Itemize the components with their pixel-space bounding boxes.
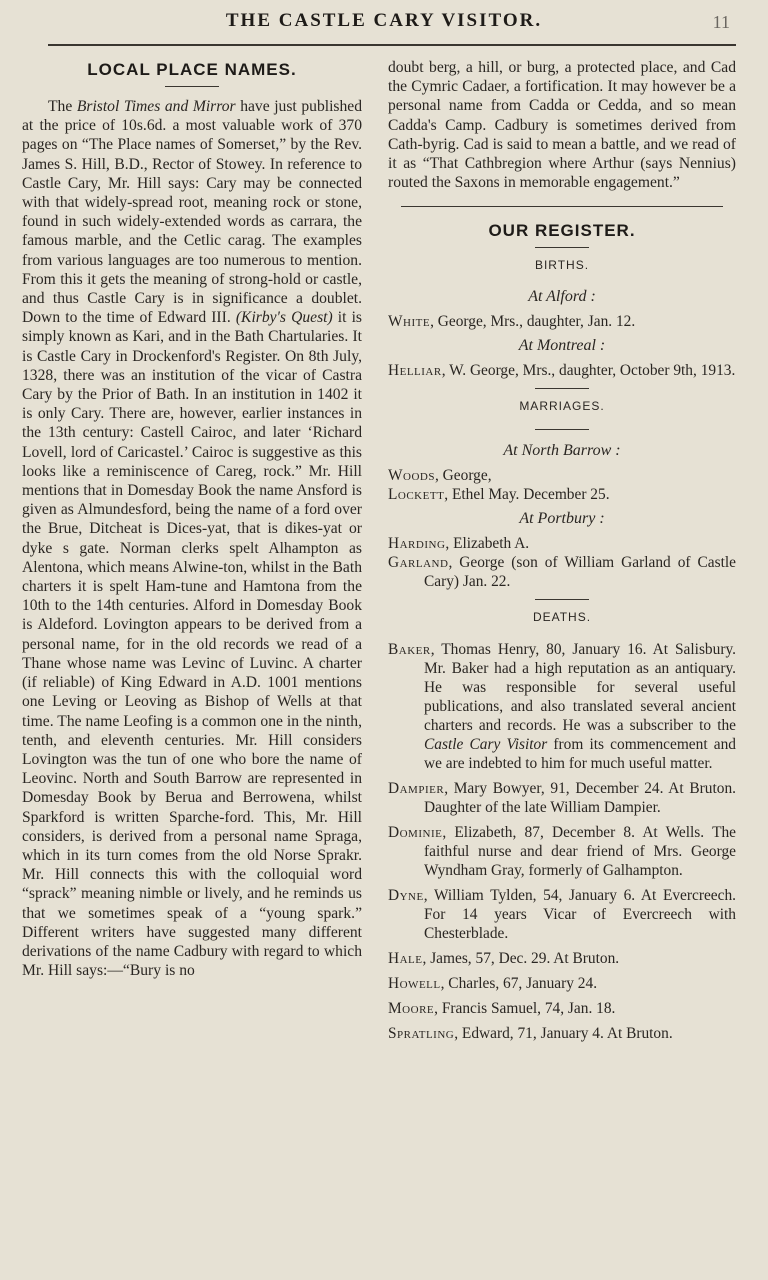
deaths-heading: DEATHS. — [532, 610, 592, 625]
entry-surname: Dyne — [388, 887, 424, 905]
death-entry — [388, 823, 736, 880]
death-entry — [388, 640, 736, 773]
title-rule — [165, 86, 219, 87]
entry-details: , Elizabeth A. — [445, 535, 530, 553]
entry-details: , Mary Bowyer, 91, December 24. At Bruton. Daughter of the late William Dampier. — [424, 780, 736, 817]
right-column — [388, 58, 736, 1049]
register-title: OUR REGISTER. — [488, 221, 636, 241]
page-number: 11 — [712, 12, 730, 32]
entry-details-continued: from its commencement and we are indebted to him for much useful matter. — [424, 736, 736, 773]
entry-details: , William Tylden, 54, January 6. At Evercreech. For 14 years Vicar of Evercreech with Chesterblade. — [423, 887, 736, 943]
death-entry — [388, 1024, 736, 1043]
entry-surname: Moore — [388, 1000, 435, 1018]
births-rule — [535, 388, 589, 389]
publication-name: Bristol Times and Mirror — [76, 98, 236, 115]
entry-details: , Charles, 67, January 24. — [440, 975, 598, 993]
entry-details: , W. George, Mrs., daughter, October 9th, 1913. — [441, 362, 736, 380]
death-entry — [388, 949, 736, 968]
marriages-section — [388, 399, 736, 600]
births-section — [388, 258, 736, 389]
entry-details: , Francis Samuel, 74, Jan. 18. — [434, 1000, 616, 1018]
marriage-entry — [388, 553, 736, 591]
entry-details: , James, 57, Dec. 29. At Bruton. — [422, 950, 620, 968]
entry-surname: Dominie — [388, 824, 443, 842]
article-text-part-2: it is simply known as Kari, and in the Bath Chartularies. It is Castle Cary in Drockenford's Register. On 8th July, 1328, there was an institution of the vicar of Castra Cary by the Prior of Bath. In an institution in 1402 it is only Cary. There are, however, earlier instances in the 13th century: Castell Cairoc, and later ‘Richard Lovell, lord of Caricastel.’ Cairoc is suggestive as this looks like a reminiscence of Careg, rock.” Mr. Hill mentions that in Domesday Book the name Ansford is given as Almundesford, being the name of a ford over the Brue, Ditcheat is Dices-yat, that is dikes-yat or dyke s gate. Norman clerks spelt Alhampton as Alentona, which means Alwine-ton, whilst in the Bath charters it is spelt Ham-tune and Hamtona from the 10th to the 14th centuries. Alford in Domesday Book is Aldeford. Lovington appears to be derived from a personal name, for in the old records we read of a Thane whose name was Levinc of Luvinc. A charter (if reliable) of King Edward in A.D. 1001 mentions one Leving or Leoving as Bishop of Wells at that time. The name Leofing is a common one in the ninth, tenth, and eleventh centuries. Mr. Hill considers Lovington was the tun of one who bore the name of Leovinc. North and South Barrow are represented in Domesday Book by Berua and Berrowena, whilst Sparkford is written Sparche-ford. This, Mr. Hill considers, is derived from a personal name Spraga, which in its turn comes from the old Norse Sprakr. Mr. Hill connects this with the colloquial word “sprack” meaning nimble or lively, and he reminds us that we sometimes speak of a “young spark.” Different writers have suggested many different derivations of the name Cadbury with regard to which Mr. Hill says:—“Bury is no — [22, 309, 362, 980]
deaths-section — [388, 610, 736, 1043]
marriages-heading: MARRIAGES. — [519, 399, 605, 414]
article-text-part-1: have just published at the price of 10s.6d. a most valuable work of 370 pages on “The Place names of Somerset,” by the Rev. James S. Hill, B.D., Rector of Stowey. In reference to Castle Cary, Mr. Hill says: Cary may be connected with that widely-spread root, meaning rock or stone, found in such widely-extended words as carrara, the famous marble, and the Cetlic carag. The examples from various languages are too numerous to mention. From this it gets the meaning of strong-hold or castle, and thus Castle Cary is in significance a doublet. Down to the time of Edward III. — [22, 98, 362, 327]
entry-surname: Howell — [388, 975, 441, 993]
article-continuation: doubt berg, a hill, or burg, a protected place, and Cad the Cymric Cadaer, a fortification. It may however be a personal name from Cadda or Cedda, and so mean Cadda's Camp. Cadbury is sometimes derived from Cath-byrig. Cad is said to mean a battle, and we read of it as “That Cathbregion where Arthur (says Nennius) routed the Saxons in memorable engagement.” — [388, 59, 736, 192]
entry-details: , George (son of William Garland of Castle Cary) Jan. 22. — [424, 554, 736, 591]
death-entry — [388, 974, 736, 993]
birth-place: At Montreal : — [518, 337, 606, 355]
entry-surname: Garland — [388, 554, 449, 572]
entry-surname: Woods — [388, 467, 435, 485]
running-head-title: THE CASTLE CARY VISITOR. — [225, 10, 543, 31]
death-entry — [388, 779, 736, 817]
marriage-place: At North Barrow : — [503, 442, 621, 460]
births-heading: BIRTHS. — [534, 258, 590, 273]
section-divider — [401, 206, 723, 207]
marriage-entry — [388, 466, 736, 485]
kirbys-quest: (Kirby's Quest) — [235, 309, 333, 327]
birth-place: At Alford : — [528, 288, 596, 306]
entry-surname: Lockett — [388, 486, 445, 504]
entry-surname: Dampier — [388, 780, 445, 798]
marriages-rule — [535, 429, 589, 430]
entry-surname: Baker — [388, 641, 431, 659]
entry-surname: White — [388, 313, 431, 331]
marriage-entry — [388, 485, 736, 504]
entry-details: , Edward, 71, January 4. At Bruton. — [454, 1025, 673, 1043]
birth-entry — [388, 312, 736, 331]
entry-details: , George, — [434, 467, 492, 485]
register-rule — [535, 247, 589, 248]
entry-details: , Ethel May. December 25. — [444, 486, 610, 504]
entry-surname: Spratling — [388, 1025, 455, 1043]
death-entry — [388, 999, 736, 1018]
death-entry — [388, 886, 736, 943]
left-column — [22, 58, 362, 980]
birth-entry — [388, 361, 736, 380]
entry-italic-title: Castle Cary Visitor — [424, 736, 548, 754]
entry-details: , Thomas Henry, 80, January 16. At Salisbury. Mr. Baker had a high reputation as an antiquary. He was responsible for several useful publications, and also translated several ancient charters and records. He was a subscriber to the — [424, 641, 736, 735]
article-body — [22, 97, 362, 980]
entry-surname: Helliar — [388, 362, 442, 380]
deaths-rule — [535, 599, 589, 600]
article-lead-word: The — [48, 98, 73, 115]
entry-surname: Hale — [388, 950, 423, 968]
marriage-place: At Portbury : — [519, 510, 605, 528]
entry-surname: Harding — [388, 535, 446, 553]
marriage-entry — [388, 534, 736, 553]
entry-details: , George, Mrs., daughter, Jan. 12. — [430, 313, 636, 331]
header-rule — [48, 44, 736, 46]
entry-details: , Elizabeth, 87, December 8. At Wells. The faithful nurse and dear friend of Mrs. George Wyndham Gray, formerly of Galhampton. — [424, 824, 736, 880]
article-title: LOCAL PLACE NAMES. — [87, 60, 297, 79]
